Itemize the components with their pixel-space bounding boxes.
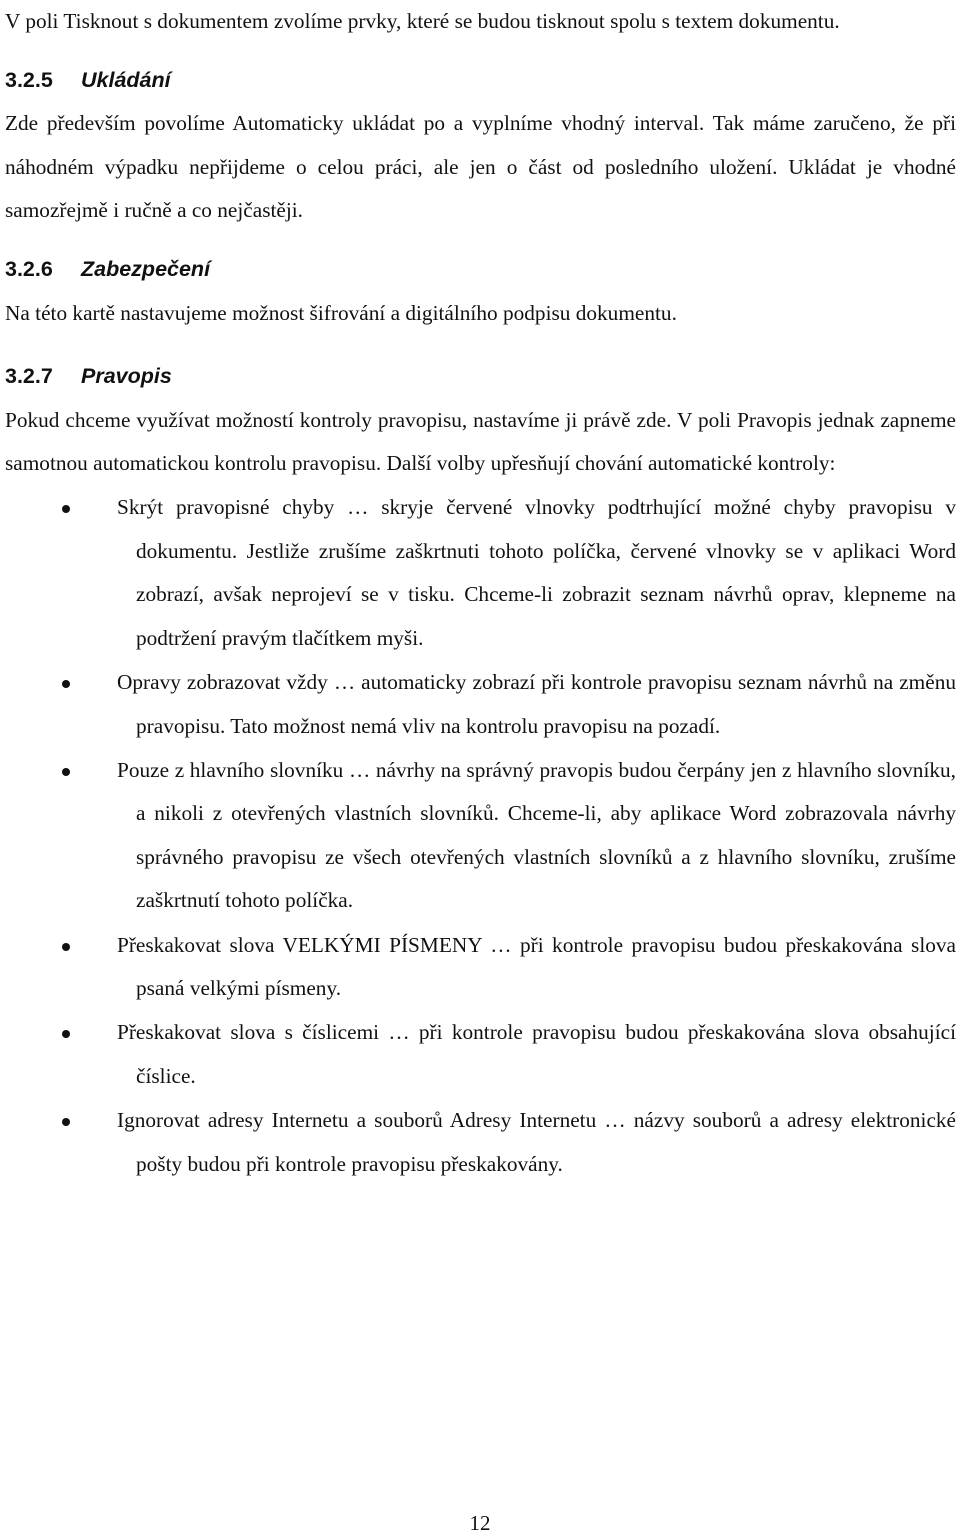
list-item: [5, 1099, 956, 1186]
section-title: Ukládání: [81, 67, 171, 92]
section-heading-ukladani: [5, 59, 956, 103]
intro-paragraph: V poli Tisknout s dokumentem zvolíme prvky, které se budou tisknout spolu s textem dokumentu.: [5, 9, 840, 33]
list-item: [5, 1011, 956, 1098]
list-item-text: Pouze z hlavního slovníku … návrhy na správný pravopis budou čerpány jen z hlavního slovníku, a nikoli z otevřených vlastních slovníků. Chceme-li, aby aplikace Word zobrazovala návrhy správného pravopisu ze všech otevřených vlastních slovníků a z hlavního slovníku, zrušíme zaškrtnutí tohoto políčka.: [117, 757, 956, 913]
section-paragraph: Zde především povolíme Automaticky ukládat po a vyplníme vhodný interval. Tak máme zaručeno, že při náhodném výpadku nepřijdeme o celou práci, ale jen o část od posledního uložení. Ukládat je vhodné samozřejmě i ručně a co nejčastěji.: [5, 111, 956, 223]
spelling-options-list: [5, 486, 956, 1186]
document-page: [5, 0, 956, 1187]
page-number: 12: [469, 1511, 491, 1535]
section-number: 3.2.6: [5, 256, 53, 281]
section-number: 3.2.5: [5, 67, 53, 92]
section-paragraph: Na této kartě nastavujeme možnost šifrování a digitálního podpisu dokumentu.: [5, 300, 677, 325]
list-item: [5, 661, 956, 748]
list-item: [5, 749, 956, 923]
bullet-icon: [62, 680, 70, 688]
section-paragraph: Pokud chceme využívat možností kontroly pravopisu, nastavíme ji právě zde. V poli Pravopis jednak zapneme samotnou automatickou kontrolu pravopisu. Další volby upřesňují chování automatické kontroly:: [5, 407, 956, 476]
list-item-text: Přeskakovat slova VELKÝMI PÍSMENY … při kontrole pravopisu budou přeskakována slova psaná velkými písmeny.: [117, 932, 956, 1001]
list-item: [5, 924, 956, 1011]
bullet-icon: [62, 505, 70, 513]
section-number: 3.2.7: [5, 364, 53, 389]
bullet-icon: [62, 943, 70, 951]
section-heading-zabezpeceni: [5, 248, 956, 292]
bullet-icon: [62, 768, 70, 776]
section-title: Zabezpečení: [81, 256, 211, 281]
list-item-text: Ignorovat adresy Internetu a souborů Adresy Internetu … názvy souborů a adresy elektronické pošty budou při kontrole pravopisu přeskakovány.: [117, 1108, 956, 1176]
section-title: Pravopis: [81, 364, 172, 389]
list-item-text: Opravy zobrazovat vždy … automaticky zobrazí při kontrole pravopisu seznam návrhů na změnu pravopisu. Tato možnost nemá vliv na kontrolu pravopisu na pozadí.: [117, 669, 956, 738]
list-item-text: Přeskakovat slova s číslicemi … při kontrole pravopisu budou přeskakována slova obsahující číslice.: [117, 1020, 956, 1089]
bullet-icon: [62, 1030, 70, 1038]
section-heading-pravopis: [5, 355, 956, 399]
list-item: [5, 486, 956, 660]
bullet-icon: [62, 1118, 70, 1126]
list-item-text: Skrýt pravopisné chyby … skryje červené vlnovky podtrhující možné chyby pravopisu v dokumentu. Jestliže zrušíme zaškrtnuti tohoto políčka, červené vlnovky se v aplikaci Word zobrazí, avšak neprojeví se v tisku. Chceme-li zobrazit seznam návrhů oprav, klepneme na podtržení pravým tlačítkem myši.: [117, 494, 956, 650]
